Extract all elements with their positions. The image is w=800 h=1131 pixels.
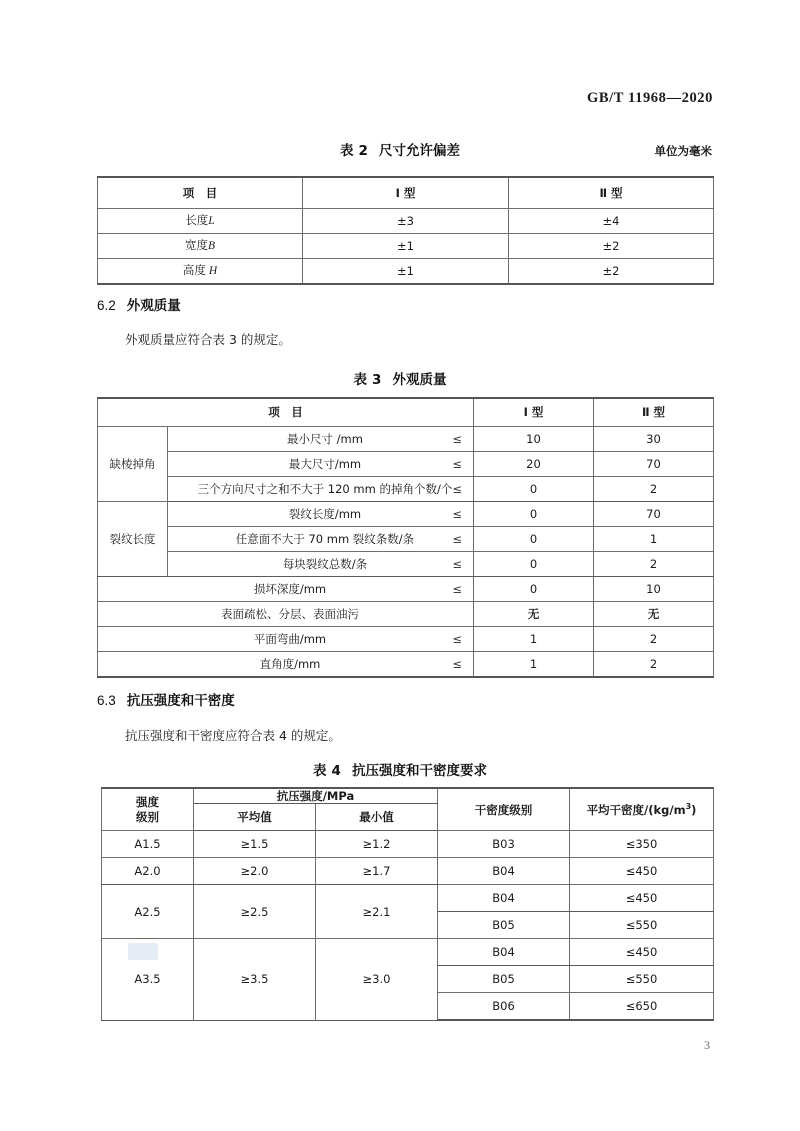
table3-group1-row2-type2: 2 [594,552,714,577]
table4-row0-min: ≥1.2 [316,831,438,858]
table4-row0-density-grade: B03 [438,831,570,858]
table3-group1-row1-text: 任意面不大于 70 mm 裂纹条数/条 [235,531,415,546]
le-symbol: ≤ [452,481,462,496]
table3-single3-type2: 2 [594,652,714,678]
table3-caption [0,368,800,388]
table4-col-avg-density [570,788,714,831]
table3-group0-row2-label [168,477,474,502]
table3-group1-row1-type1: 0 [474,527,594,552]
table4-row2-density0-grade: B04 [438,885,570,912]
clause-6-3-body: 抗压强度和干密度应符合表 4 的规定。 [125,728,341,743]
table3-single1-text: 表面疏松、分层、表面油污 [221,606,359,621]
table4-caption-number: 4 [331,763,341,779]
table3-group1-row2-label [168,552,474,577]
le-symbol: ≤ [452,506,462,521]
table3-col-item: 项 目 [98,398,474,427]
table4-col-compressive: 抗压强度/MPa [194,788,438,804]
table-row [98,527,714,552]
table3-group1-name: 裂纹长度 [98,502,168,577]
table3-single1-type2: 无 [594,602,714,627]
table4-caption [0,759,800,779]
le-symbol: ≤ [452,456,462,471]
clause-6-3-title: 抗压强度和干密度 [126,693,235,709]
table3-group0-row2-type1: 0 [474,477,594,502]
table4-row2-density0-value: ≤450 [570,885,714,912]
table3-single2-type1: 1 [474,627,594,652]
table-row [98,477,714,502]
table4-row1-grade: A2.0 [102,858,194,885]
table3-group1-row1-label [168,527,474,552]
table2-header-row [98,177,714,209]
table3-group1-row0-label [168,502,474,527]
table3-single3-type1: 1 [474,652,594,678]
table4-row3-density0-value: ≤450 [570,939,714,966]
table3-group1-row0-type2: 70 [594,502,714,527]
table2-row1-item [98,234,303,259]
table3-caption-text: 外观质量 [392,372,447,388]
running-header-standard-number: GB/T 11968—2020 [587,90,713,106]
table3-caption-number: 3 [372,372,382,388]
le-symbol: ≤ [452,631,462,646]
table2-row2-symbol: H [208,265,218,278]
table4-row3-density2-grade: B06 [438,993,570,1021]
table4-row0-density-value: ≤350 [570,831,714,858]
table3-group1-row1-type2: 1 [594,527,714,552]
table4-row3-min: ≥3.0 [316,939,438,1021]
table4-caption-prefix: 表 [313,763,327,779]
table3-group0-row2-text: 三个方向尺寸之和不大于 120 mm 的掉角个数/个 [197,481,453,496]
table-row [98,602,714,627]
table3-group0-row0-label [168,427,474,452]
table4-col-strength-grade [102,788,194,831]
table4-row1-min: ≥1.7 [316,858,438,885]
table2-col-item: 项 目 [98,177,303,209]
table2-row0-item [98,209,303,234]
table3-caption-prefix: 表 [353,372,368,388]
table4-row1-density-value: ≤450 [570,858,714,885]
table4-row0-grade: A1.5 [102,831,194,858]
table3-single3-label [98,652,474,678]
table3-col-type1: Ⅰ 型 [474,398,594,427]
table4-col-avg-density-sup: 3 [685,802,692,812]
table-row [102,939,714,966]
le-symbol: ≤ [452,531,462,546]
table3-group0-row1-text: 最大尺寸/mm [288,456,362,471]
table-row [98,502,714,527]
table2-row2-item [98,259,303,285]
table3-single2-label [98,627,474,652]
clause-6-3-number: 6.3 [97,693,116,708]
table4-header-row-1 [102,788,714,804]
table4-col-minimum: 最小值 [316,804,438,831]
le-symbol: ≤ [452,431,462,446]
table4-row3-avg: ≥3.5 [194,939,316,1021]
clause-6-2-body: 外观质量应符合表 3 的规定。 [125,332,291,347]
table4-caption-text: 抗压强度和干密度要求 [351,763,487,779]
table2-col-type2: Ⅱ 型 [509,177,714,209]
table2-row2-type1: ±1 [303,259,509,285]
table2-row2-type2: ±2 [509,259,714,285]
table2-caption-number: 2 [358,143,368,159]
table4-row1-avg: ≥2.0 [194,858,316,885]
table4-row2-avg: ≥2.5 [194,885,316,939]
table3-single0-label [98,577,474,602]
table2-row2-item-text: 高度 [182,263,206,278]
clause-6-3-heading [97,689,235,709]
table2-row1-item-text: 宽度 [184,238,208,253]
table3-group0-row1-label [168,452,474,477]
table2-unit-note: 单位为毫米 [654,144,712,158]
table2-caption-prefix: 表 [340,143,354,159]
table2-row1-type2: ±2 [509,234,714,259]
table2-row0-type1: ±3 [303,209,509,234]
table3-single1-type1: 无 [474,602,594,627]
table3-group0-row0-type2: 30 [594,427,714,452]
table3-header-row [98,398,714,427]
table3-group0-name: 缺棱掉角 [98,427,168,502]
table3-single1-label [98,602,474,627]
table2-row0-item-text: 长度 [185,213,209,228]
table3-single2-text: 平面弯曲/mm [253,631,327,646]
table3-group0-row1-type1: 20 [474,452,594,477]
table4-col-strength-grade-line1: 强度 [136,795,159,810]
table3-group0-row2-type2: 2 [594,477,714,502]
table3-group1-row2-text: 每块裂纹总数/条 [282,556,368,571]
table-row [98,627,714,652]
le-symbol: ≤ [452,581,462,596]
table4-row2-density1-value: ≤550 [570,912,714,939]
le-symbol: ≤ [452,656,462,671]
clause-6-2-number: 6.2 [97,298,116,313]
table4-row0-avg: ≥1.5 [194,831,316,858]
table4-row3-density1-grade: B05 [438,966,570,993]
table-4-strength-density [101,787,714,1021]
table3-single0-type2: 10 [594,577,714,602]
table4-row3-density2-value: ≤650 [570,993,714,1021]
table-row [98,259,714,285]
table3-single2-type2: 2 [594,627,714,652]
table-row [98,577,714,602]
table3-group0-row0-type1: 10 [474,427,594,452]
table-3-appearance-quality [97,397,714,678]
table2-row1-type1: ±1 [303,234,509,259]
table4-row2-grade: A2.5 [102,885,194,939]
table3-group1-row0-type1: 0 [474,502,594,527]
table3-group1-row2-type1: 0 [474,552,594,577]
table3-single0-text: 损坏深度/mm [253,581,327,596]
clause-6-2-title: 外观质量 [126,298,181,314]
table3-group0-row0-text: 最小尺寸 /mm [287,431,363,446]
table-2-dimension-tolerance [97,176,714,285]
table2-row0-type2: ±4 [509,209,714,234]
table3-group0-row1-type2: 70 [594,452,714,477]
table4-col-avg-density-pre: 平均干密度/(kg/m [586,802,686,817]
table4-row3-grade: A3.5 [102,939,194,1021]
table-row [102,831,714,858]
table4-col-average: 平均值 [194,804,316,831]
table4-row2-density1-grade: B05 [438,912,570,939]
page-number: 3 [704,1038,710,1052]
table-row [98,427,714,452]
table-row [98,234,714,259]
table4-col-avg-density-post: ) [691,802,697,817]
table-row [98,209,714,234]
table4-col-strength-grade-line2: 级别 [136,809,159,824]
table4-col-density-grade: 干密度级别 [438,788,570,831]
table3-single3-text: 直角度/mm [259,656,321,671]
table2-caption-text: 尺寸允许偏差 [378,143,460,159]
table-row [102,858,714,885]
clause-6-2-heading [97,294,181,314]
table3-group1-row0-text: 裂纹长度/mm [288,506,362,521]
le-symbol: ≤ [452,556,462,571]
table2-row1-symbol: B [207,240,216,253]
table-row [98,652,714,678]
table4-row3-density1-value: ≤550 [570,966,714,993]
table2-row0-symbol: L [208,215,215,228]
table2-col-type1: Ⅰ 型 [303,177,509,209]
table-row [98,452,714,477]
table-row [102,885,714,912]
table3-col-type2: Ⅱ 型 [594,398,714,427]
table-row [98,552,714,577]
table4-row2-min: ≥2.1 [316,885,438,939]
table3-single0-type1: 0 [474,577,594,602]
table4-row1-density-grade: B04 [438,858,570,885]
table4-row3-density0-grade: B04 [438,939,570,966]
